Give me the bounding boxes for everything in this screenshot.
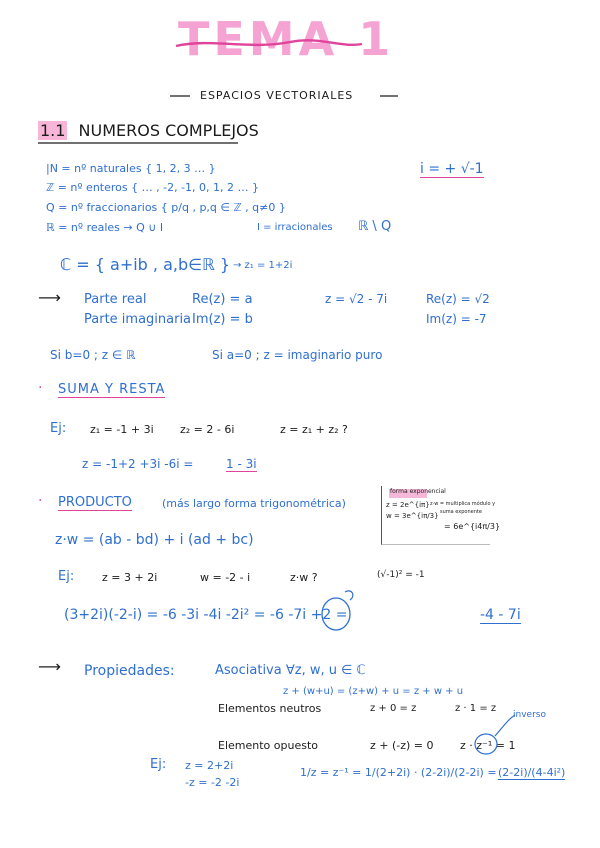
props-ej-minus-z: -z = -2 -2i (185, 776, 240, 789)
example-im: Im(z) = -7 (426, 312, 487, 326)
producto-ej-label: Ej: (58, 569, 75, 584)
inverse-arrow (495, 715, 515, 736)
props-neutro-suma: z + 0 = z (370, 703, 417, 714)
producto-result: -4 - 7i (480, 607, 521, 623)
example-re: Re(z) = √2 (426, 292, 490, 306)
producto-formula: z·w = (ab - bd) + i (ad + bc) (55, 532, 254, 548)
section-heading (38, 123, 259, 139)
producto-w: w = -2 - i (200, 571, 251, 584)
suma-solution: z = -1+2 +3i -6i = (82, 457, 194, 471)
aside-line-1: z = 2e^{iπ} (386, 501, 430, 509)
aside-line-5: = 6e^{i4π/3} (444, 522, 501, 531)
set-difference: ℝ \ Q (358, 219, 392, 234)
aside-note-tag: forma exponencial (390, 488, 446, 495)
i-squared-note: (√-1)² = -1 (377, 570, 425, 580)
case-b-zero: Si b=0 ; z ∈ ℝ (50, 348, 136, 362)
props-title: Propiedades: (84, 663, 175, 679)
suma-title: SUMA Y RESTA (58, 382, 166, 397)
set-naturales: |N = nº naturales { 1, 2, 3 … } (46, 162, 216, 175)
producto-note: (más largo forma trigonométrica) (162, 497, 346, 510)
suma-z2: z₂ = 2 - 6i (180, 423, 235, 436)
producto-z: z = 3 + 2i (102, 571, 158, 584)
set-fraccionarios: Q = nº fraccionarios { p/q , p,q ∈ ℤ , q≠0 } (46, 201, 286, 214)
props-asociativa-eq: z + (w+u) = (z+w) + u = z + w + u (283, 686, 464, 697)
props-opuesto: Elemento opuesto (218, 739, 318, 752)
suma-question: z = z₁ + z₂ ? (280, 423, 348, 436)
props-inverso-mult: z · z⁻¹ = 1 (460, 739, 516, 752)
bullet-suma: · (38, 380, 43, 396)
props-opuesto-suma: z + (-z) = 0 (370, 739, 434, 752)
props-neutro-mult: z · 1 = z (455, 703, 497, 714)
complex-example: → z₁ = 1+2i (233, 260, 293, 271)
imaginary-unit-def: i = + √-1 (420, 161, 484, 177)
set-enteros: ℤ = nº enteros { … , -2, -1, 0, 1, 2 … } (46, 181, 259, 194)
real-part-label: Parte real (84, 292, 147, 307)
props-neutros: Elementos neutros (218, 702, 322, 715)
page-subtitle: ESPACIOS VECTORIALES (200, 89, 354, 102)
suma-ej-label: Ej: (50, 421, 67, 436)
example-z: z = √2 - 7i (325, 292, 388, 306)
props-asociativa: Asociativa ∀z, w, u ∈ ℂ (215, 663, 366, 678)
suma-z1: z₁ = -1 + 3i (90, 423, 154, 436)
props-inverse-calc: 1/z = z⁻¹ = 1/(2+2i) · (2-2i)/(2-2i) = (300, 766, 497, 779)
case-a-zero: Si a=0 ; z = imaginario puro (212, 348, 383, 362)
real-part-expr: Re(z) = a (192, 292, 253, 307)
imag-part-expr: Im(z) = b (192, 312, 253, 327)
set-irracionales: I = irracionales (257, 222, 333, 233)
producto-calc: (3+2i)(-2-i) = -6 -3i -4i -2i² = -6 -7i +2 = (64, 607, 348, 623)
aside-line-3: z·w = multiplica módulo y (430, 501, 496, 507)
section-title: NUMEROS COMPLEJOS (78, 121, 259, 140)
i2-arrow (345, 591, 353, 600)
page-title: TEMA 1 (178, 12, 395, 66)
props-inverse-result: (2-2i)/(4-4i²) (498, 766, 566, 779)
props-ej-label: Ej: (150, 757, 167, 772)
arrow-icon: ⟶ (38, 288, 61, 307)
complex-set-def: ℂ = { a+ib , a,b∈ℝ } (60, 255, 231, 274)
set-reales: ℝ = nº reales → Q ∪ I (46, 221, 164, 234)
imag-part-label: Parte imaginaria (84, 312, 192, 327)
suma-result: 1 - 3i (226, 457, 257, 471)
inverso-label: inverso (513, 710, 546, 720)
props-ej-z: z = 2+2i (185, 759, 234, 772)
producto-title: PRODUCTO (58, 495, 132, 510)
aside-line-2: w = 3e^{iπ/3} (386, 512, 439, 520)
arrow-icon: ⟶ (38, 657, 61, 676)
aside-line-4: suma exponente (440, 509, 482, 515)
bullet-producto: · (38, 493, 43, 509)
producto-question: z·w ? (290, 571, 318, 584)
section-number: 1.1 (40, 121, 66, 140)
